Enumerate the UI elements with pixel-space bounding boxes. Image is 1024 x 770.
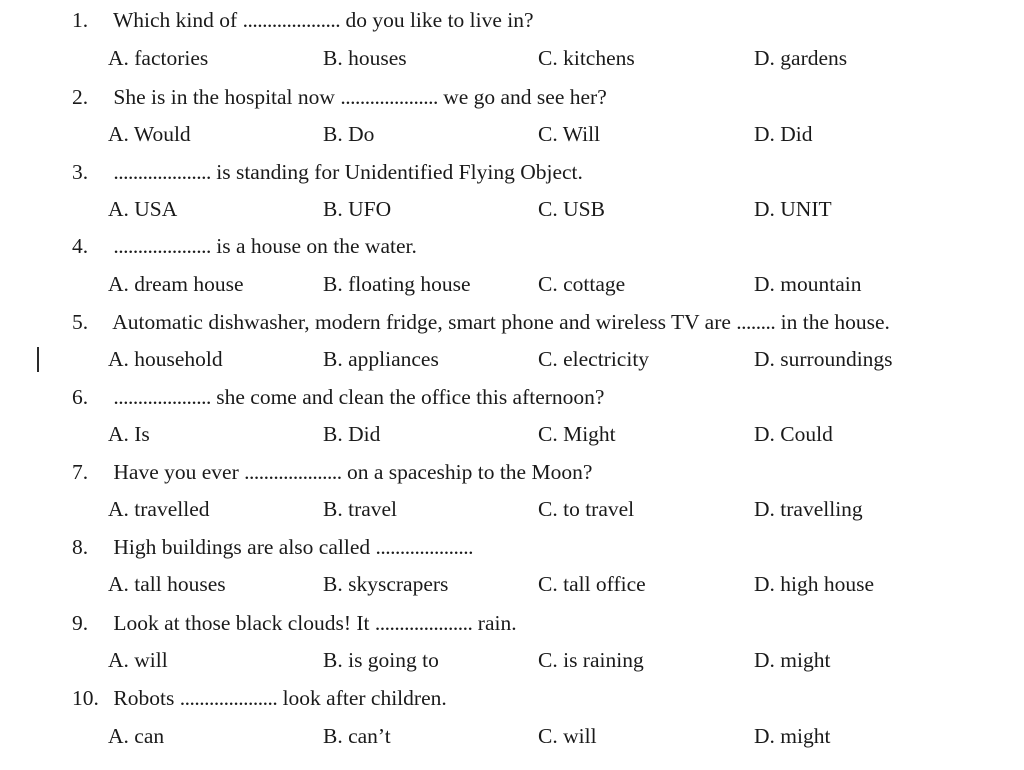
option-d: D. gardens (754, 46, 848, 70)
question-stem-after: look after children. (282, 686, 447, 710)
option-c: C. Will (538, 122, 601, 146)
option-d: D. travelling (754, 497, 863, 521)
question-2 (72, 83, 1012, 111)
options-row-10 (0, 722, 1024, 750)
option-a: A. can (108, 724, 165, 748)
question-10 (72, 684, 1012, 712)
option-d: D. UNIT (754, 197, 832, 221)
option-a: A. household (108, 347, 223, 371)
option-a: A. Would (108, 122, 191, 146)
question-number: 6. (72, 385, 89, 409)
question-4 (72, 232, 1012, 260)
option-a: A. travelled (108, 497, 210, 521)
options-row-6 (0, 420, 1024, 448)
question-number: 8. (72, 535, 89, 559)
question-stem-after: we go and see her? (443, 85, 607, 109)
question-stem-before: Automatic dishwasher, modern fridge, smart phone and wireless TV are (112, 310, 731, 334)
question-stem-after: she come and clean the office this afternoon? (216, 385, 605, 409)
option-a: A. factories (108, 46, 209, 70)
question-stem-after: on a spaceship to the Moon? (346, 460, 593, 484)
question-3 (72, 158, 1012, 186)
option-a: A. tall houses (108, 572, 226, 596)
option-c: C. to travel (538, 497, 635, 521)
answer-blank: .................... (179, 686, 278, 710)
question-stem-before: She is in the hospital now (113, 85, 335, 109)
option-b: B. travel (323, 497, 398, 521)
question-stem-after: is standing for Unidentified Flying Object. (216, 160, 583, 184)
options-row-2 (0, 120, 1024, 148)
option-c: C. electricity (538, 347, 650, 371)
option-d: D. Could (754, 422, 833, 446)
question-stem-before: High buildings are also called (113, 535, 371, 559)
option-c: C. cottage (538, 272, 626, 296)
answer-blank: .................... (374, 611, 473, 635)
question-stem-after: in the house. (780, 310, 890, 334)
question-number: 5. (72, 310, 89, 334)
question-number: 9. (72, 611, 89, 635)
option-d: D. Did (754, 122, 813, 146)
question-stem-before: Have you ever (113, 460, 239, 484)
option-d: D. might (754, 724, 831, 748)
option-b: B. is going to (323, 648, 439, 672)
question-stem-after: do you like to live in? (345, 8, 534, 32)
options-row-7 (0, 495, 1024, 523)
option-c: C. will (538, 724, 597, 748)
option-b: B. skyscrapers (323, 572, 449, 596)
answer-blank: .................... (113, 160, 211, 184)
option-b: B. UFO (323, 197, 392, 221)
option-a: A. will (108, 648, 168, 672)
option-a: A. dream house (108, 272, 244, 296)
question-stem-before: Which kind of (113, 8, 238, 32)
question-number: 4. (72, 234, 89, 258)
answer-blank: .................... (340, 85, 438, 109)
question-7 (72, 458, 1012, 486)
question-number: 7. (72, 460, 89, 484)
options-row-5 (0, 345, 1024, 373)
question-number: 1. (72, 8, 89, 32)
option-c: C. tall office (538, 572, 646, 596)
option-a: A. USA (108, 197, 178, 221)
question-number: 10. (72, 686, 99, 710)
answer-blank: .................... (375, 535, 473, 559)
answer-blank: .................... (244, 460, 342, 484)
option-d: D. high house (754, 572, 875, 596)
question-number: 3. (72, 160, 89, 184)
question-stem-after: rain. (477, 611, 517, 635)
question-5 (72, 308, 1012, 336)
question-6 (72, 383, 1012, 411)
option-a: A. Is (108, 422, 150, 446)
option-d: D. mountain (754, 272, 862, 296)
option-b: B. appliances (323, 347, 439, 371)
options-row-1 (0, 44, 1024, 72)
option-c: C. Might (538, 422, 616, 446)
question-number: 2. (72, 85, 89, 109)
question-8 (72, 533, 1012, 561)
option-d: D. surroundings (754, 347, 893, 371)
options-row-3 (0, 195, 1024, 223)
option-b: B. Do (323, 122, 375, 146)
option-b: B. Did (323, 422, 381, 446)
options-row-9 (0, 646, 1024, 674)
answer-blank: .................... (242, 8, 341, 32)
question-stem-before: Look at those black clouds! It (113, 611, 370, 635)
answer-blank: ........ (736, 310, 776, 334)
options-row-8 (0, 570, 1024, 598)
option-c: C. USB (538, 197, 605, 221)
option-c: C. is raining (538, 648, 644, 672)
option-c: C. kitchens (538, 46, 635, 70)
option-d: D. might (754, 648, 831, 672)
question-9 (72, 609, 1012, 637)
answer-blank: .................... (113, 385, 211, 409)
question-stem-after: is a house on the water. (216, 234, 417, 258)
question-stem-before: Robots (113, 686, 175, 710)
options-row-4 (0, 270, 1024, 298)
option-b: B. houses (323, 46, 407, 70)
answer-blank: .................... (113, 234, 211, 258)
question-1 (72, 6, 1012, 34)
option-b: B. can’t (323, 724, 391, 748)
option-b: B. floating house (323, 272, 471, 296)
